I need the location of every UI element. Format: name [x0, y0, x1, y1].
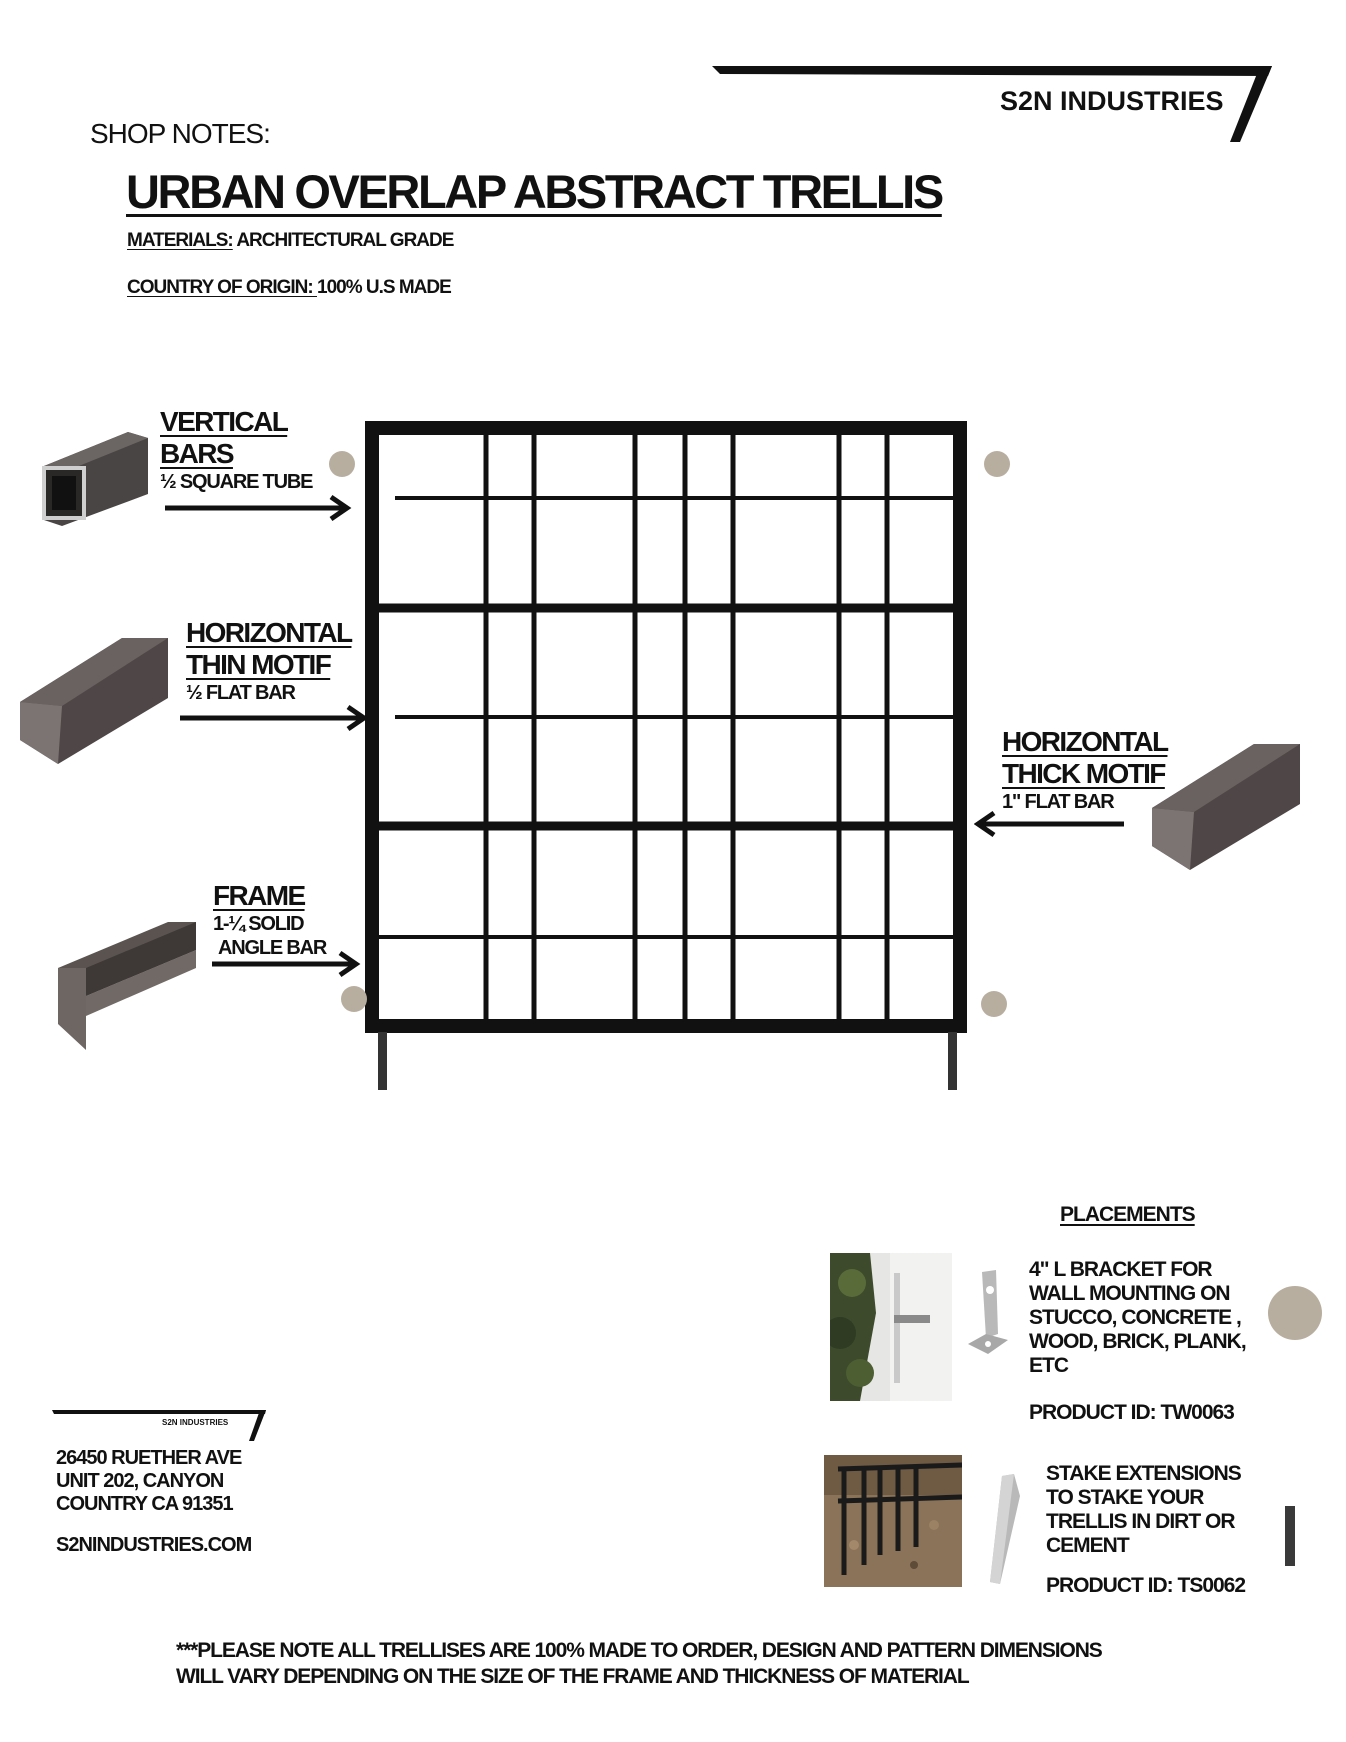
frame-spec-1: 1-¼ SOLID — [213, 913, 304, 935]
bracket-color-dot — [1267, 1285, 1323, 1341]
vertical-bars-label — [160, 406, 312, 494]
stake-product-id: PRODUCT ID: TS0062 — [1046, 1574, 1246, 1597]
note-line-1: ***PLEASE NOTE ALL TRELLISES ARE 100% MADE TO ORDER, DESIGN AND PATTERN DIMENSIONS — [176, 1639, 1102, 1662]
bracket-line-1: 4" L BRACKET FOR — [1029, 1258, 1212, 1281]
l-bracket-icon — [964, 1270, 1012, 1360]
brand-name: S2N INDUSTRIES — [1000, 86, 1224, 116]
trellis-frame-inner-line — [378, 434, 954, 1020]
page-title: URBAN OVERLAP ABSTRACT TRELLIS — [126, 165, 942, 218]
square-tube-photo — [40, 428, 150, 528]
origin-line — [127, 277, 451, 299]
bracket-line-5: ETC — [1029, 1354, 1068, 1377]
small-brand-bar-graphic — [52, 1409, 266, 1443]
materials-label: MATERIALS: — [127, 230, 233, 251]
frame-label — [213, 880, 326, 960]
materials-value: ARCHITECTURAL GRADE — [232, 230, 454, 251]
thick-motif-title-2: THICK MOTIF — [1002, 758, 1165, 789]
address-line-3: COUNTRY CA 91351 — [56, 1493, 233, 1515]
vertical-bars-spec: ½ SQUARE TUBE — [160, 471, 313, 493]
shop-notes-label: SHOP NOTES: — [90, 118, 270, 149]
thick-flat-bar-photo — [1150, 742, 1302, 872]
angle-bar-photo — [56, 920, 198, 1052]
address-line-1: 26450 RUETHER AVE — [56, 1447, 242, 1469]
thin-motif-title-1: HORIZONTAL — [186, 617, 352, 648]
thick-motif-label — [1002, 726, 1167, 814]
made-to-order-note — [176, 1638, 1176, 1690]
vertical-bars — [486, 433, 887, 1021]
address-line-2: UNIT 202, CANYON — [56, 1470, 224, 1492]
vertical-bars-title-1: VERTICAL — [160, 406, 288, 437]
wall-mount-photo — [830, 1253, 952, 1401]
bracket-description — [1029, 1258, 1289, 1378]
arrow-right-icon — [180, 704, 370, 732]
small-brand-name: S2N INDUSTRIES — [162, 1418, 229, 1427]
trellis-leg-left — [378, 1032, 387, 1090]
mount-dot-top-right — [983, 450, 1011, 478]
origin-value: 100% U.S MADE — [317, 277, 451, 298]
arrow-right-icon — [212, 950, 362, 978]
thin-horizontal-bars — [377, 498, 954, 937]
bracket-line-4: WOOD, BRICK, PLANK, — [1029, 1330, 1246, 1353]
stake-color-swatch — [1285, 1506, 1295, 1566]
placements-title: PLACEMENTS — [1060, 1203, 1195, 1226]
frame-title: FRAME — [213, 880, 305, 911]
stake-description — [1046, 1462, 1286, 1558]
bracket-line-3: STUCCO, CONCRETE , — [1029, 1306, 1241, 1329]
bracket-product-id: PRODUCT ID: TW0063 — [1029, 1401, 1234, 1424]
trellis-diagram — [360, 420, 1000, 1100]
mount-dot-bottom-right — [980, 990, 1008, 1018]
thin-flat-bar-photo — [18, 636, 170, 766]
bracket-line-2: WALL MOUNTING ON — [1029, 1282, 1230, 1305]
address — [56, 1447, 286, 1516]
thin-motif-title-2: THIN MOTIF — [186, 649, 331, 680]
frame-spec-2: ANGLE BAR — [218, 937, 327, 959]
stake-line-1: STAKE EXTENSIONS — [1046, 1462, 1241, 1485]
arrow-left-icon — [974, 810, 1126, 838]
stake-line-4: CEMENT — [1046, 1534, 1129, 1557]
stake-line-2: TO STAKE YOUR — [1046, 1486, 1204, 1509]
thin-motif-label — [186, 617, 351, 705]
thick-motif-spec: 1" FLAT BAR — [1002, 791, 1114, 813]
origin-label: COUNTRY OF ORIGIN: — [127, 277, 317, 298]
materials-line — [127, 230, 453, 252]
website-link[interactable]: S2NINDUSTRIES.COM — [56, 1534, 252, 1556]
arrow-right-icon — [165, 494, 355, 522]
note-line-2: WILL VARY DEPENDING ON THE SIZE OF THE FRAME AND THICKNESS OF MATERIAL — [176, 1665, 969, 1688]
trellis-leg-right — [948, 1032, 957, 1090]
vertical-bars-title-2: BARS — [160, 438, 233, 469]
thick-motif-title-1: HORIZONTAL — [1002, 726, 1168, 757]
stake-icon — [980, 1474, 1026, 1586]
mount-dot-top-left — [328, 450, 356, 478]
stake-line-3: TRELLIS IN DIRT OR — [1046, 1510, 1235, 1533]
stake-ground-photo — [824, 1455, 962, 1587]
thin-motif-spec: ½ FLAT BAR — [186, 682, 295, 704]
mount-dot-bottom-left — [340, 985, 368, 1013]
